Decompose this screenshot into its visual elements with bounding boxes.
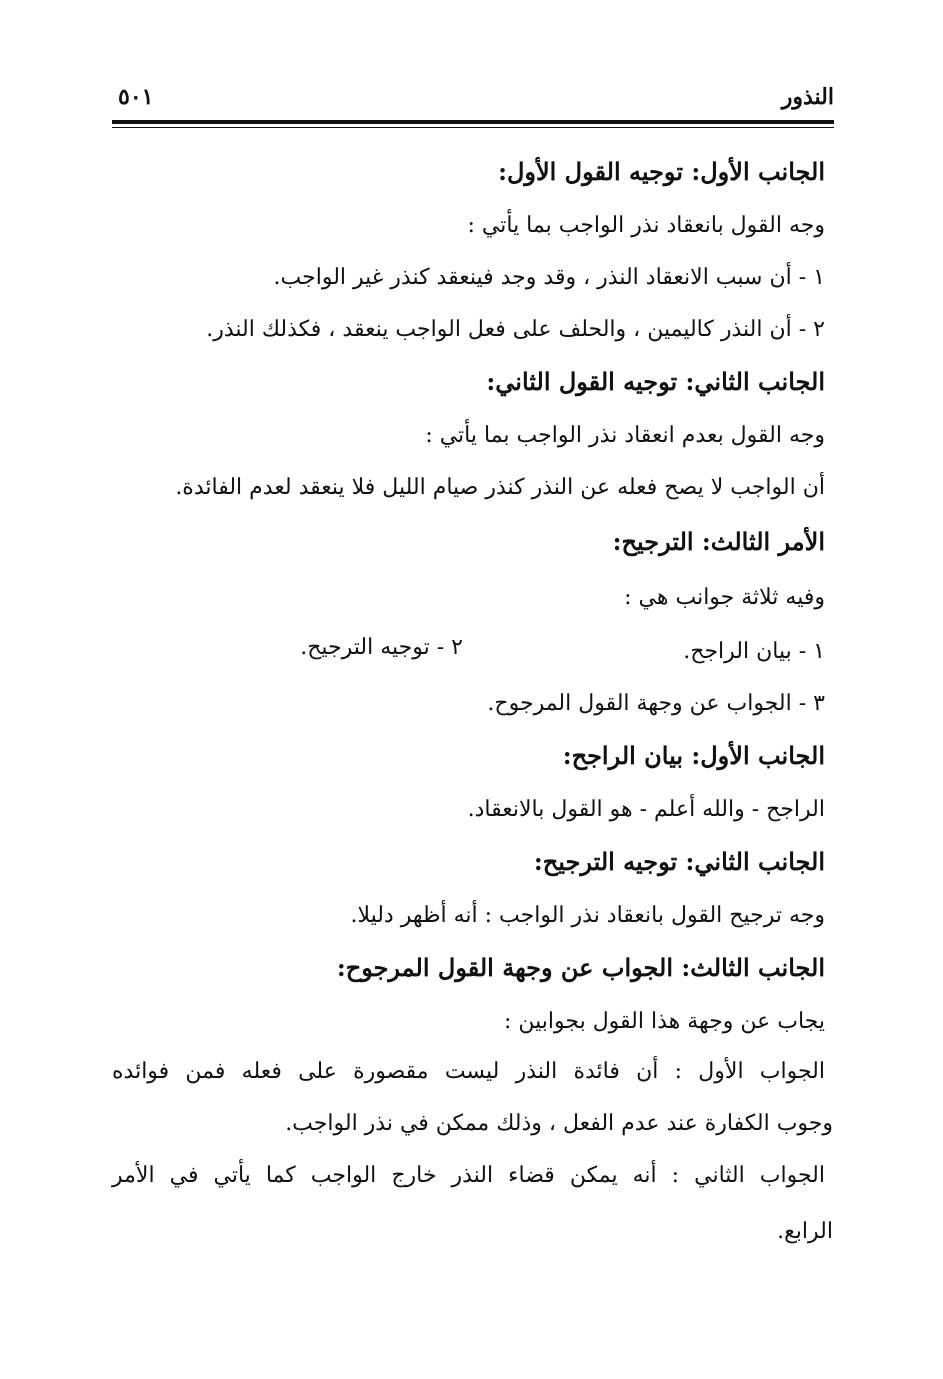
paragraph-line: وفيه ثلاثة جوانب هي : — [624, 585, 825, 610]
list-item: ١ - بيان الراجح. — [683, 639, 825, 664]
list-item: ٣ - الجواب عن وجهة القول المرجوح. — [487, 691, 825, 716]
list-item: ٢ - توجيه الترجيح. — [300, 635, 463, 660]
paragraph-line: أن الواجب لا يصح فعله عن النذر كنذر صيام الليل فلا ينعقد لعدم الفائدة. — [175, 475, 825, 500]
section-heading: الجانب الثاني: توجيه الترجيح: — [533, 847, 825, 876]
section-heading: الجانب الأول: توجيه القول الأول: — [498, 157, 825, 186]
list-item: ٢ - أن النذر كاليمين ، والحلف على فعل الواجب ينعقد ، فكذلك النذر. — [206, 317, 825, 342]
page-number: ٥٠١ — [118, 84, 154, 110]
paragraph-line: يجاب عن وجهة هذا القول بجوابين : — [503, 1009, 825, 1034]
chapter-title: النذور — [781, 84, 834, 110]
section-heading: الأمر الثالث: الترجيح: — [612, 527, 825, 556]
section-heading: الجانب الثالث: الجواب عن وجهة القول المرجوح: — [336, 953, 825, 982]
section-heading: الجانب الأول: بيان الراجح: — [562, 741, 825, 770]
paragraph-line: وجوب الكفارة عند عدم الفعل ، وذلك ممكن في نذر الواجب. — [285, 1111, 833, 1136]
header-rule-thin — [112, 127, 834, 128]
paragraph-line: وجه القول بانعقاد نذر الواجب بما يأتي : — [467, 213, 825, 238]
header-rule-thick — [112, 120, 834, 124]
page-header — [112, 84, 834, 118]
section-heading: الجانب الثاني: توجيه القول الثاني: — [486, 367, 825, 396]
paragraph-line: الجواب الأول : أن فائدة النذر ليست مقصورة على فعله فمن فوائده — [112, 1059, 825, 1084]
list-item: ١ - أن سبب الانعقاد النذر ، وقد وجد فينعقد كنذر غير الواجب. — [273, 265, 825, 290]
paragraph-line: الراجح - والله أعلم - هو القول بالانعقاد. — [467, 797, 825, 822]
paragraph-line: وجه القول بعدم انعقاد نذر الواجب بما يأتي : — [425, 423, 825, 448]
paragraph-line: الرابع. — [777, 1219, 833, 1244]
paragraph-line: الجواب الثاني : أنه يمكن قضاء النذر خارج الواجب كما يأتي في الأمر — [112, 1163, 825, 1188]
paragraph-line: وجه ترجيح القول بانعقاد نذر الواجب : أنه أظهر دليلا. — [350, 903, 825, 928]
